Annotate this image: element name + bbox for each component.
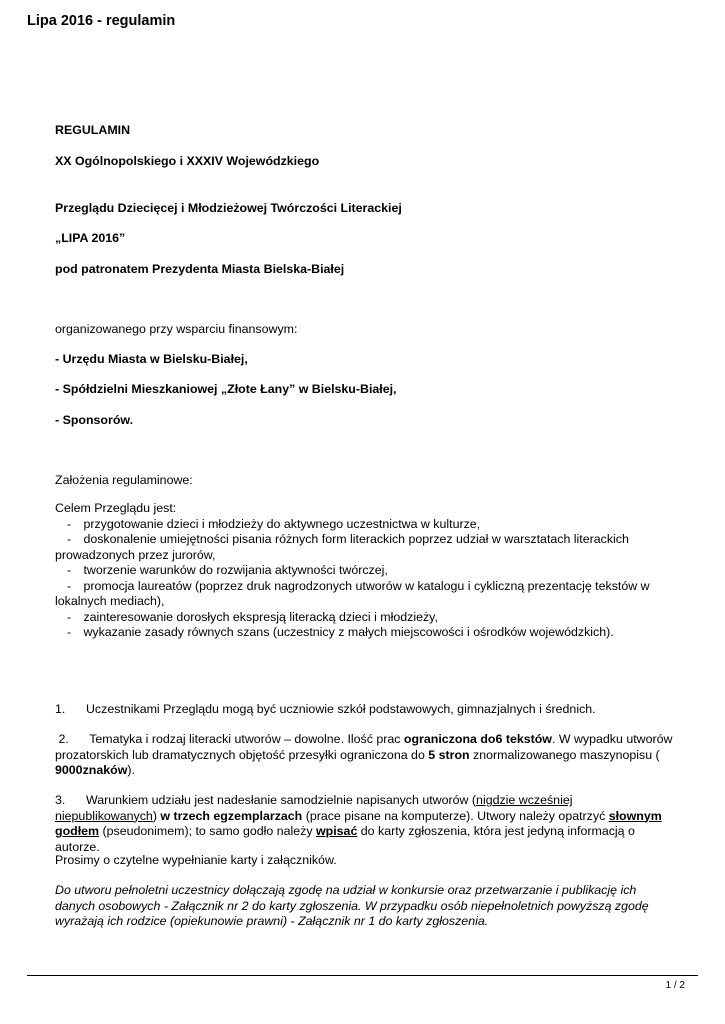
goal-item: - zainteresowanie dorosłych ekspresją literacką dzieci i młodzieży, bbox=[67, 609, 438, 624]
regulamin-heading: REGULAMIN bbox=[55, 123, 131, 137]
assumptions-heading: Założenia regulaminowe: bbox=[55, 473, 193, 487]
title-line-3: Przeglądu Dziecięcej i Młodzieżowej Twórczości Literackiej bbox=[55, 201, 402, 215]
rule-2: 2. Tematyka i rodzaj literacki utworów – dowolne. Ilość prac ograniczona do6 tekstów. W wypadku utworów prozatorskich lub dramatycznych objętość przesyłki ograniczona do 5 stron znormalizowanego maszynopisu ( 9000znaków). bbox=[55, 732, 673, 777]
page-number: 1 / 2 bbox=[665, 980, 685, 991]
edition-name: „LIPA 2016” bbox=[55, 231, 126, 245]
consent-note: Do utworu pełnoletni uczestnicy dołączają zgodę na udział w konkursie oraz przetwarzanie i publikację ich danych osobowych - Załącznik nr 2 do karty zgłoszenia. W przypadku osób niepełnoletnich powyższą zgodę wyrażają ich rodzice (opiekunowie prawni) - Załącznik nr 1 do karty zgłoszenia. bbox=[55, 883, 649, 928]
goals-intro: Celem Przeglądu jest: bbox=[55, 501, 177, 515]
footer-divider bbox=[27, 975, 698, 976]
request-note: Prosimy o czytelne wypełnianie karty i załączników. bbox=[55, 853, 337, 867]
goal-item: - tworzenie warunków do rozwijania aktywności twórczej, bbox=[67, 563, 388, 577]
goals-list bbox=[55, 501, 675, 641]
sponsor-item: - Urzędu Miasta w Bielsku-Białej, bbox=[55, 352, 248, 366]
rule-3: 3. Warunkiem udziału jest nadesłanie samodzielnie napisanych utworów (nigdzie wcześniej niepublikowanych) w trzech egzemplarzach (prace pisane na komputerze). Utwory należy opatrzyć słownym godłem (pseudonimem); to samo godło należy wpisać do karty zgłoszenia, która jest jedyną informacją o autorze. bbox=[55, 793, 662, 854]
sponsor-item: - Sponsorów. bbox=[55, 413, 134, 427]
sponsors-intro: organizowanego przy wsparciu finansowym: bbox=[55, 322, 298, 336]
sponsor-item: - Spółdzielni Mieszkaniowej „Złote Łany” w Bielsku-Białej, bbox=[55, 382, 397, 396]
page-header-title: Lipa 2016 - regulamin bbox=[27, 13, 176, 29]
rule-1: 1. Uczestnikami Przeglądu mogą być uczniowie szkół podstawowych, gimnazjalnych i średnich. bbox=[55, 702, 596, 716]
goal-item: - wykazanie zasady równych szans (uczestnicy z małych miejscowości i ośrodków wojewódzkich). bbox=[67, 625, 614, 639]
goal-item: - doskonalenie umiejętności pisania różnych form literackich poprzez udział w warsztatach literackich prowadzonych przez jurorów, bbox=[55, 532, 629, 562]
title-line-4 bbox=[55, 231, 125, 247]
title-line-5: pod patronatem Prezydenta Miasta Bielska-Białej bbox=[55, 262, 345, 276]
title-line-2: XX Ogólnopolskiego i XXXIV Wojewódzkiego bbox=[55, 154, 320, 168]
goal-item: - przygotowanie dzieci i młodzieży do aktywnego uczestnictwa w kulturze, bbox=[67, 516, 481, 531]
goal-item: - promocja laureatów (poprzez druk nagrodzonych utworów w katalogu i cykliczną prezentację tekstów w lokalnych mediach), bbox=[55, 578, 650, 608]
